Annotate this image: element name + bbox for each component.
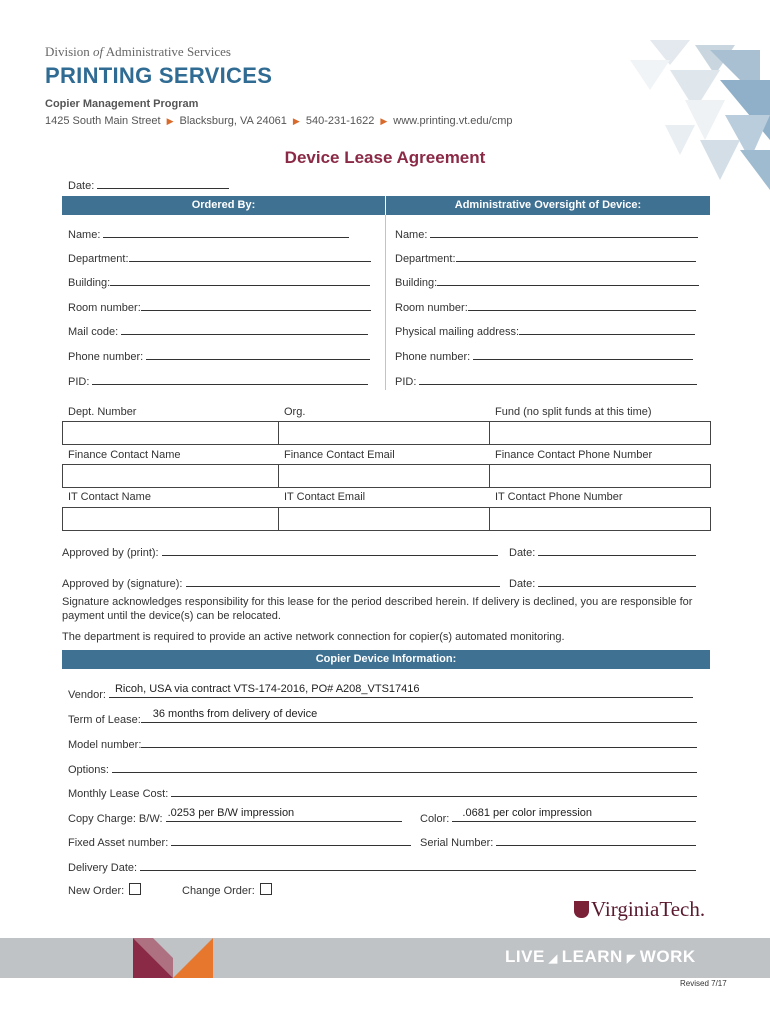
ordered-mailcode-field[interactable]: Mail code: (68, 323, 368, 338)
finance-name-input[interactable] (62, 464, 279, 488)
arrow-icon: ▶ (166, 116, 174, 126)
document-title: Device Lease Agreement (284, 148, 486, 167)
virginia-tech-logo: VirginiaTech. (574, 897, 705, 922)
ordered-building-field[interactable]: Building: (68, 274, 370, 289)
oversight-department-field[interactable]: Department: (395, 250, 696, 265)
oversight-phone-field[interactable]: Phone number: (395, 348, 693, 363)
it-name-input[interactable] (62, 507, 279, 531)
page-title: PRINTING SERVICES (45, 63, 273, 88)
approved-signature-field[interactable]: Approved by (signature): (62, 575, 500, 590)
arrow-icon: ▶ (380, 116, 388, 126)
change-order-checkbox[interactable] (260, 883, 272, 895)
fund-label: Fund (no split funds at this time) (495, 406, 652, 418)
new-order-option: New Order: (68, 883, 141, 897)
triangle-icon: ◤ (626, 953, 636, 965)
fund-input[interactable] (489, 421, 711, 445)
finance-name-label: Finance Contact Name (68, 449, 181, 461)
division-line: Division of Administrative Services (45, 44, 231, 59)
serial-number-field[interactable]: Serial Number: (420, 834, 696, 849)
oversight-header: Administrative Oversight of Device: (386, 196, 710, 215)
vt-shield-icon (574, 901, 589, 918)
dept-number-label: Dept. Number (68, 406, 137, 418)
approved-print-field[interactable]: Approved by (print): (62, 544, 498, 559)
change-order-option: Change Order: (182, 883, 272, 897)
color-value: .0681 per color impression (462, 807, 593, 819)
bw-value: .0253 per B/W impression (167, 807, 295, 819)
vendor-value: Ricoh, USA via contract VTS-174-2016, PO# A208_VTS17416 (114, 683, 420, 695)
date-input[interactable] (97, 177, 229, 189)
chevron-graphic (133, 938, 213, 978)
program-name: Copier Management Program (45, 98, 199, 110)
color-charge-field[interactable]: Color: .0681 per color impression (420, 810, 696, 825)
date-field: Date: (68, 177, 229, 192)
finance-phone-label: Finance Contact Phone Number (495, 449, 653, 461)
oversight-pid-field[interactable]: PID: (395, 373, 697, 388)
it-phone-input[interactable] (489, 507, 711, 531)
ordered-room-field[interactable]: Room number: (68, 299, 371, 314)
vendor-field[interactable]: Vendor: Ricoh, USA via contract VTS-174-2016, PO# A208_VTS17416 (68, 686, 693, 701)
oversight-room-field[interactable]: Room number: (395, 299, 696, 314)
term-field[interactable]: Term of Lease: 36 months from delivery of device (68, 711, 697, 726)
org-label: Org. (284, 406, 306, 418)
finance-email-input[interactable] (278, 464, 490, 488)
ordered-pid-field[interactable]: PID: (68, 373, 368, 388)
term-value: 36 months from delivery of device (152, 708, 318, 720)
decorative-triangles (470, 30, 770, 200)
monthly-cost-field[interactable]: Monthly Lease Cost: (68, 785, 697, 800)
column-divider (385, 215, 386, 390)
network-note: The department is required to provide an active network connection for copier(s) automated monitoring. (62, 631, 565, 643)
approved-print-date[interactable]: Date: (509, 544, 696, 559)
bw-charge-field[interactable]: Copy Charge: B/W: .0253 per B/W impression (68, 810, 402, 825)
website-link[interactable]: www.printing.vt.edu/cmp (393, 115, 513, 127)
signature-note: Signature acknowledges responsibility for this lease for the period described herein. If delivery is declined, you are responsible for payment until the device(s) can be relocated. (62, 596, 693, 622)
oversight-name-field[interactable]: Name: (395, 226, 698, 241)
org-input[interactable] (278, 421, 490, 445)
new-order-checkbox[interactable] (129, 883, 141, 895)
it-email-input[interactable] (278, 507, 490, 531)
approved-signature-date[interactable]: Date: (509, 575, 696, 590)
ordered-department-field[interactable]: Department: (68, 250, 371, 265)
asset-number-field[interactable]: Fixed Asset number: (68, 834, 411, 849)
finance-email-label: Finance Contact Email (284, 449, 395, 461)
arrow-icon: ▶ (292, 116, 300, 126)
delivery-date-field[interactable]: Delivery Date: (68, 859, 696, 874)
ordered-name-field[interactable]: Name: (68, 226, 349, 241)
address-line: 1425 South Main Street ▶ Blacksburg, VA 24061 ▶ 540-231-1622 ▶ www.printing.vt.edu/cmp (45, 115, 513, 127)
it-email-label: IT Contact Email (284, 491, 366, 503)
finance-phone-input[interactable] (489, 464, 711, 488)
options-field[interactable]: Options: (68, 761, 697, 776)
ordered-by-header: Ordered By: (62, 196, 385, 215)
oversight-building-field[interactable]: Building: (395, 274, 699, 289)
copier-info-header: Copier Device Information: (62, 650, 710, 669)
it-phone-label: IT Contact Phone Number (495, 491, 623, 503)
model-field[interactable]: Model number: (68, 736, 697, 751)
tagline: LIVE ◢ LEARN ◤ WORK (505, 947, 696, 966)
ordered-phone-field[interactable]: Phone number: (68, 348, 370, 363)
revision-date: Revised 7/17 (680, 979, 727, 988)
triangle-icon: ◢ (548, 953, 558, 965)
oversight-address-field[interactable]: Physical mailing address: (395, 323, 695, 338)
dept-number-input[interactable] (62, 421, 279, 445)
it-name-label: IT Contact Name (68, 491, 151, 503)
